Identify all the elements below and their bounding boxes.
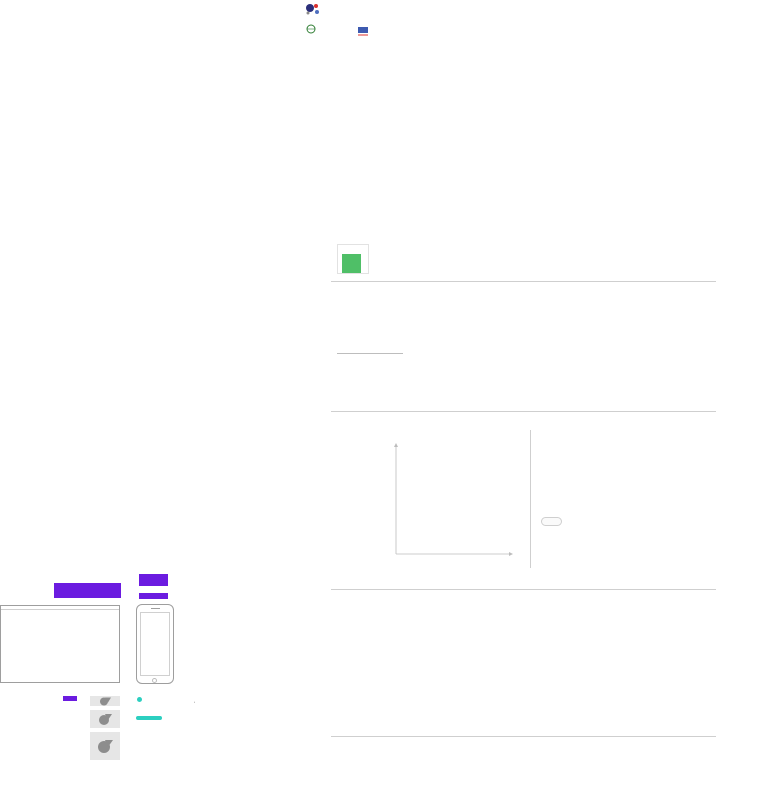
phone-frame: [136, 604, 174, 684]
bullet-text: •: [194, 700, 196, 704]
teal-toggle[interactable]: [136, 716, 162, 720]
partner-logo-icon: [357, 26, 369, 36]
image-placeholder-1: [90, 696, 120, 706]
teal-dot[interactable]: [137, 697, 142, 702]
divider-2: [331, 411, 716, 412]
phone-speaker: [151, 608, 160, 609]
divider-1: [331, 281, 716, 282]
image-placeholder-3: [90, 732, 120, 760]
purple-button[interactable]: [63, 696, 77, 701]
prioritisation-chart: [390, 440, 516, 560]
timer-pill[interactable]: [541, 517, 562, 526]
desktop-toolbar: [1, 606, 119, 610]
phone-home-button[interactable]: [152, 678, 157, 683]
divider-3: [331, 589, 716, 590]
globe-icon: [306, 24, 316, 34]
image-icon: [98, 713, 112, 725]
mobile-banner-top[interactable]: [139, 574, 168, 586]
timer-frame[interactable]: [337, 244, 369, 274]
divider-4: [331, 736, 716, 737]
purple-banner[interactable]: [54, 583, 121, 598]
phone-screen: [140, 612, 170, 676]
goal-divider: [337, 353, 403, 354]
image-icon: [97, 739, 113, 753]
timer-sticky[interactable]: [342, 254, 361, 273]
section2-vdivider: [530, 430, 531, 568]
desktop-frame: [0, 605, 120, 683]
image-placeholder-2: [90, 710, 120, 728]
mobile-banner-small[interactable]: [139, 593, 168, 599]
sponsor-block: [304, 2, 374, 36]
image-icon: [99, 697, 111, 706]
sponsor-logo-icon: [304, 2, 322, 16]
